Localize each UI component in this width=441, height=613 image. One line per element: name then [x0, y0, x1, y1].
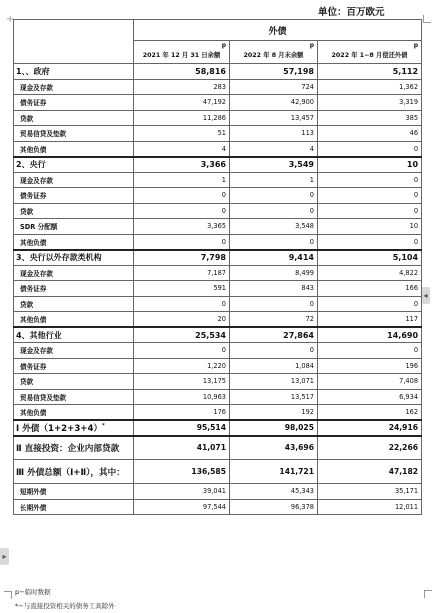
value-cell: 0 [318, 234, 422, 250]
crop-mark-bottom-right [424, 590, 432, 598]
table-row [14, 265, 422, 281]
value-cell: 3,365 [134, 219, 230, 235]
header-corner-cell [14, 20, 134, 64]
value-cell: 0 [318, 172, 422, 188]
value-cell: 39,041 [134, 484, 230, 500]
value-cell: 46 [318, 126, 422, 142]
table-row [14, 327, 422, 343]
table-row [14, 95, 422, 111]
value-cell: 20 [134, 312, 230, 328]
row-label: 贷款 [14, 374, 134, 390]
header-group-label: 外债 [134, 20, 422, 41]
row-label: SDR 分配额 [14, 219, 134, 235]
row-label: 现金及存款 [14, 172, 134, 188]
value-cell: 57,198 [230, 64, 318, 80]
value-cell: 1 [230, 172, 318, 188]
row-label: 其他负债 [14, 312, 134, 328]
value-cell: 4,822 [318, 265, 422, 281]
value-cell: 12,011 [318, 499, 422, 515]
value-cell: 192 [230, 405, 318, 421]
table-row [14, 436, 422, 460]
value-cell: 162 [318, 405, 422, 421]
row-label: Ⅲ 外债总额（Ⅰ+Ⅱ），其中： [14, 460, 134, 484]
row-label: 债务证券 [14, 95, 134, 111]
value-cell: 113 [230, 126, 318, 142]
row-label: 短期外债 [14, 484, 134, 500]
row-label: Ⅱ 直接投资：企业内部贷款 [14, 436, 134, 460]
value-cell: 0 [230, 188, 318, 204]
header-row-group [14, 20, 422, 41]
table-row [14, 172, 422, 188]
table-row [14, 312, 422, 328]
value-cell: 72 [230, 312, 318, 328]
value-cell: 0 [230, 296, 318, 312]
value-cell: 35,171 [318, 484, 422, 500]
table-row [14, 110, 422, 126]
row-label: 债务证券 [14, 281, 134, 297]
crop-mark-top-right [423, 15, 431, 23]
value-cell: 10 [318, 157, 422, 173]
row-label: 贷款 [14, 296, 134, 312]
value-cell: 1,362 [318, 79, 422, 95]
value-cell: 24,916 [318, 420, 422, 436]
table-row [14, 296, 422, 312]
value-cell: 141,721 [230, 460, 318, 484]
value-cell: 591 [134, 281, 230, 297]
value-cell: 0 [318, 343, 422, 359]
value-cell: 3,548 [230, 219, 318, 235]
table-row [14, 281, 422, 297]
value-cell: 176 [134, 405, 230, 421]
value-cell: 4 [230, 141, 318, 157]
row-label: 2、央行 [14, 157, 134, 173]
table-row [14, 420, 422, 436]
row-label: 其他负债 [14, 405, 134, 421]
value-cell: 3,319 [318, 95, 422, 111]
value-cell: 51 [134, 126, 230, 142]
header-col-repayment: p 2022 年 1−8 月偿还外债 [318, 41, 422, 64]
value-cell: 0 [230, 203, 318, 219]
value-cell: 1,084 [230, 358, 318, 374]
value-cell: 0 [318, 203, 422, 219]
row-label: 贷款 [14, 110, 134, 126]
value-cell: 9,414 [230, 250, 318, 266]
external-debt-table [13, 19, 422, 515]
value-cell: 22,266 [318, 436, 422, 460]
table-row [14, 460, 422, 484]
value-cell: 47,182 [318, 460, 422, 484]
row-label: 贸易信贷及垫款 [14, 126, 134, 142]
table-row [14, 374, 422, 390]
table-row [14, 64, 422, 80]
value-cell: 5,112 [318, 64, 422, 80]
value-cell: 0 [318, 141, 422, 157]
value-cell: 1,220 [134, 358, 230, 374]
table-row [14, 203, 422, 219]
value-cell: 10,963 [134, 389, 230, 405]
value-cell: 0 [230, 343, 318, 359]
table-row [14, 484, 422, 500]
table-row [14, 250, 422, 266]
table-row [14, 126, 422, 142]
value-cell: 0 [134, 203, 230, 219]
value-cell: 0 [134, 234, 230, 250]
footnotes [15, 585, 115, 613]
value-cell: 0 [134, 188, 230, 204]
table-row [14, 389, 422, 405]
header-col-2021: p 2021 年 12 月 31 日余额 [134, 41, 230, 64]
value-cell: 724 [230, 79, 318, 95]
table-row [14, 343, 422, 359]
row-label: 债务证券 [14, 188, 134, 204]
value-cell: 0 [230, 234, 318, 250]
footnote-provisional: p−临时数据 [15, 588, 51, 596]
value-cell: 43,696 [230, 436, 318, 460]
value-cell: 13,071 [230, 374, 318, 390]
value-cell: 41,071 [134, 436, 230, 460]
value-cell: 13,457 [230, 110, 318, 126]
header-col-2022-aug: p 2022 年 8 月末余额 [230, 41, 318, 64]
table-row [14, 157, 422, 173]
value-cell: 283 [134, 79, 230, 95]
value-cell: 11,286 [134, 110, 230, 126]
value-cell: 6,934 [318, 389, 422, 405]
unit-label: 单位：百万欧元 [318, 7, 385, 18]
row-label: 现金及存款 [14, 343, 134, 359]
value-cell: 843 [230, 281, 318, 297]
crop-mark-bottom-left [4, 591, 12, 599]
value-cell: 42,900 [230, 95, 318, 111]
value-cell: 27,864 [230, 327, 318, 343]
value-cell: 166 [318, 281, 422, 297]
value-cell: 45,343 [230, 484, 318, 500]
row-label: 1、、政府 [14, 64, 134, 80]
value-cell: 7,408 [318, 374, 422, 390]
value-cell: 4 [134, 141, 230, 157]
scroll-left-handle[interactable]: ▸ [0, 548, 9, 565]
value-cell: 385 [318, 110, 422, 126]
value-cell: 25,534 [134, 327, 230, 343]
value-cell: 95,514 [134, 420, 230, 436]
row-label: 现金及存款 [14, 79, 134, 95]
value-cell: 3,549 [230, 157, 318, 173]
row-label: 其他负债 [14, 234, 134, 250]
table-row [14, 79, 422, 95]
row-label: 债务证券 [14, 358, 134, 374]
value-cell: 0 [318, 296, 422, 312]
table-row [14, 141, 422, 157]
value-cell: 8,499 [230, 265, 318, 281]
row-label: 3、央行以外存款类机构 [14, 250, 134, 266]
table-row [14, 234, 422, 250]
value-cell: 0 [318, 188, 422, 204]
value-cell: 1 [134, 172, 230, 188]
value-cell: 47,192 [134, 95, 230, 111]
value-cell: 97,544 [134, 499, 230, 515]
footnote-excluded: *−与直接投资相关的债务工具除外 [15, 602, 115, 610]
value-cell: 196 [318, 358, 422, 374]
row-label: 长期外债 [14, 499, 134, 515]
row-label: 贷款 [14, 203, 134, 219]
value-cell: 7,798 [134, 250, 230, 266]
row-label: 贸易信贷及垫款 [14, 389, 134, 405]
value-cell: 7,187 [134, 265, 230, 281]
value-cell: 5,104 [318, 250, 422, 266]
value-cell: 136,585 [134, 460, 230, 484]
value-cell: 98,025 [230, 420, 318, 436]
table-row [14, 188, 422, 204]
value-cell: 58,816 [134, 64, 230, 80]
table-row [14, 219, 422, 235]
value-cell: 13,517 [230, 389, 318, 405]
value-cell: 10 [318, 219, 422, 235]
value-cell: 96,378 [230, 499, 318, 515]
table-row [14, 405, 422, 421]
value-cell: 117 [318, 312, 422, 328]
footnote-mark: * [102, 422, 105, 429]
value-cell: 0 [134, 296, 230, 312]
table-row [14, 358, 422, 374]
scroll-right-handle[interactable]: ◂ [421, 287, 430, 304]
row-label: 其他负债 [14, 141, 134, 157]
value-cell: 0 [134, 343, 230, 359]
value-cell: 13,175 [134, 374, 230, 390]
row-label: 现金及存款 [14, 265, 134, 281]
value-cell: 3,366 [134, 157, 230, 173]
row-label: 4、其他行业 [14, 327, 134, 343]
table-row [14, 499, 422, 515]
value-cell: 14,690 [318, 327, 422, 343]
row-label: Ⅰ 外债（1+2+3+4）* [14, 420, 134, 436]
crop-mark-top-left: + [6, 14, 15, 25]
